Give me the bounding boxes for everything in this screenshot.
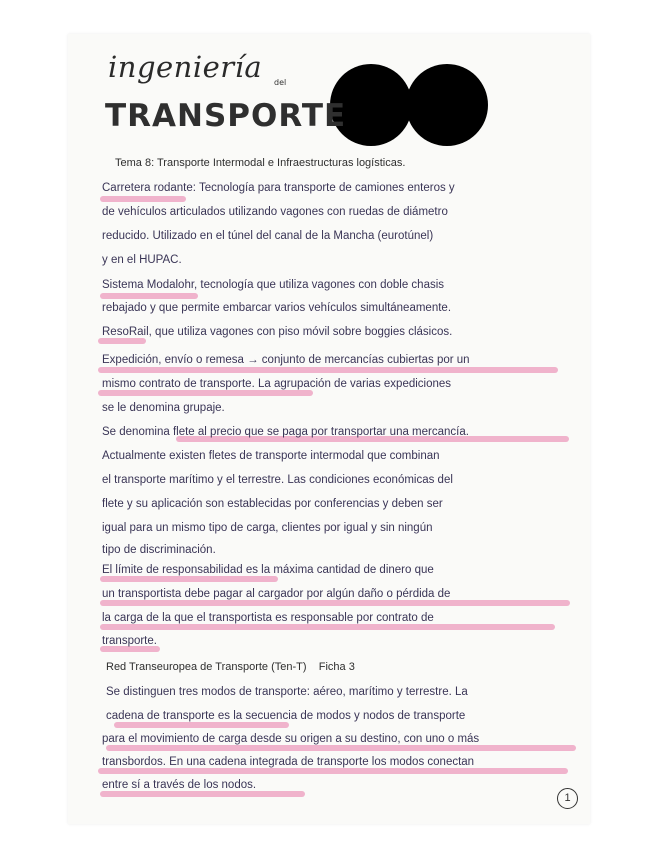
subheading-red-transeuropea: Red Transeuropea de Transporte (Ten-T) Ficha 3	[106, 661, 355, 673]
highlight-carretera-rodante	[100, 196, 186, 202]
highlight-limite	[100, 576, 278, 582]
highlight-expedicion-1	[98, 367, 558, 373]
text-line: tipo de discriminación.	[102, 544, 216, 556]
text-line: transbordos. En una cadena integrada de transporte los modos conectan	[102, 756, 475, 768]
text-line: Expedición, envío o remesa → conjunto de mercancías cubiertas por un	[102, 354, 470, 366]
highlight-limite-2	[100, 600, 570, 606]
text-line: cadena de transporte es la secuencia de modos y nodos de transporte	[106, 710, 466, 722]
highlight-limite-3	[100, 624, 555, 630]
highlight-cadena-3	[98, 768, 568, 774]
text-line: y en el HUPAC.	[102, 254, 182, 266]
highlight-resorail	[98, 338, 146, 344]
title-small-word: del	[274, 78, 287, 87]
text-line: rebajado y que permite embarcar varios vehículos simultáneamente.	[102, 302, 452, 314]
text-line: el transporte marítimo y el terrestre. Las condiciones económicas del	[102, 474, 453, 486]
text-line: Se distinguen tres modos de transporte: aéreo, marítimo y terrestre. La	[106, 686, 468, 698]
text-line: para el movimiento de carga desde su origen a su destino, con uno o más	[102, 733, 480, 745]
text-line: El límite de responsabilidad es la máxima cantidad de dinero que	[102, 564, 434, 576]
topic-heading: Tema 8: Transporte Intermodal e Infraestructuras logísticas.	[115, 157, 406, 169]
highlight-cadena-4	[100, 791, 305, 797]
text-line: reducido. Utilizado en el túnel del canal de la Mancha (eurotúnel)	[102, 230, 434, 242]
title-main: TRANSPORTE	[105, 98, 347, 134]
text-line: Se denomina flete al precio que se paga por transportar una mercancía.	[102, 426, 469, 438]
text-line: transporte.	[102, 635, 157, 647]
text-line: igual para un mismo tipo de carga, clientes por igual y sin ningún	[102, 522, 433, 534]
highlight-cadena-2	[106, 745, 576, 751]
text-line: de vehículos articulados utilizando vagones con ruedas de diámetro	[102, 206, 448, 218]
text-line: Sistema Modalohr, tecnología que utiliza vagones con doble chasis	[102, 279, 445, 291]
text-line: flete y su aplicación son establecidas por conferencias y deben ser	[102, 498, 443, 510]
page-number: 1	[557, 788, 578, 809]
text-line: entre sí a través de los nodos.	[102, 779, 257, 791]
title-script: ingeniería	[108, 50, 263, 84]
highlight-expedicion-2	[98, 390, 313, 396]
text-line: se le denomina grupaje.	[102, 402, 225, 414]
text-line: mismo contrato de transporte. La agrupación de varias expediciones	[102, 378, 452, 390]
text-line: ResoRail, que utiliza vagones con piso móvil sobre boggies clásicos.	[102, 326, 453, 338]
text-line: Carretera rodante: Tecnología para transporte de camiones enteros y	[102, 182, 455, 194]
highlight-cadena	[114, 722, 289, 728]
highlight-sistema-modalohr	[100, 293, 198, 299]
text-line: la carga de la que el transportista es responsable por contrato de	[102, 612, 434, 624]
notebook-page	[68, 34, 590, 824]
text-line: Actualmente existen fletes de transporte intermodal que combinan	[102, 450, 440, 462]
redaction-circle-right	[406, 64, 488, 146]
text-line: un transportista debe pagar al cargador por algún daño o pérdida de	[102, 588, 451, 600]
